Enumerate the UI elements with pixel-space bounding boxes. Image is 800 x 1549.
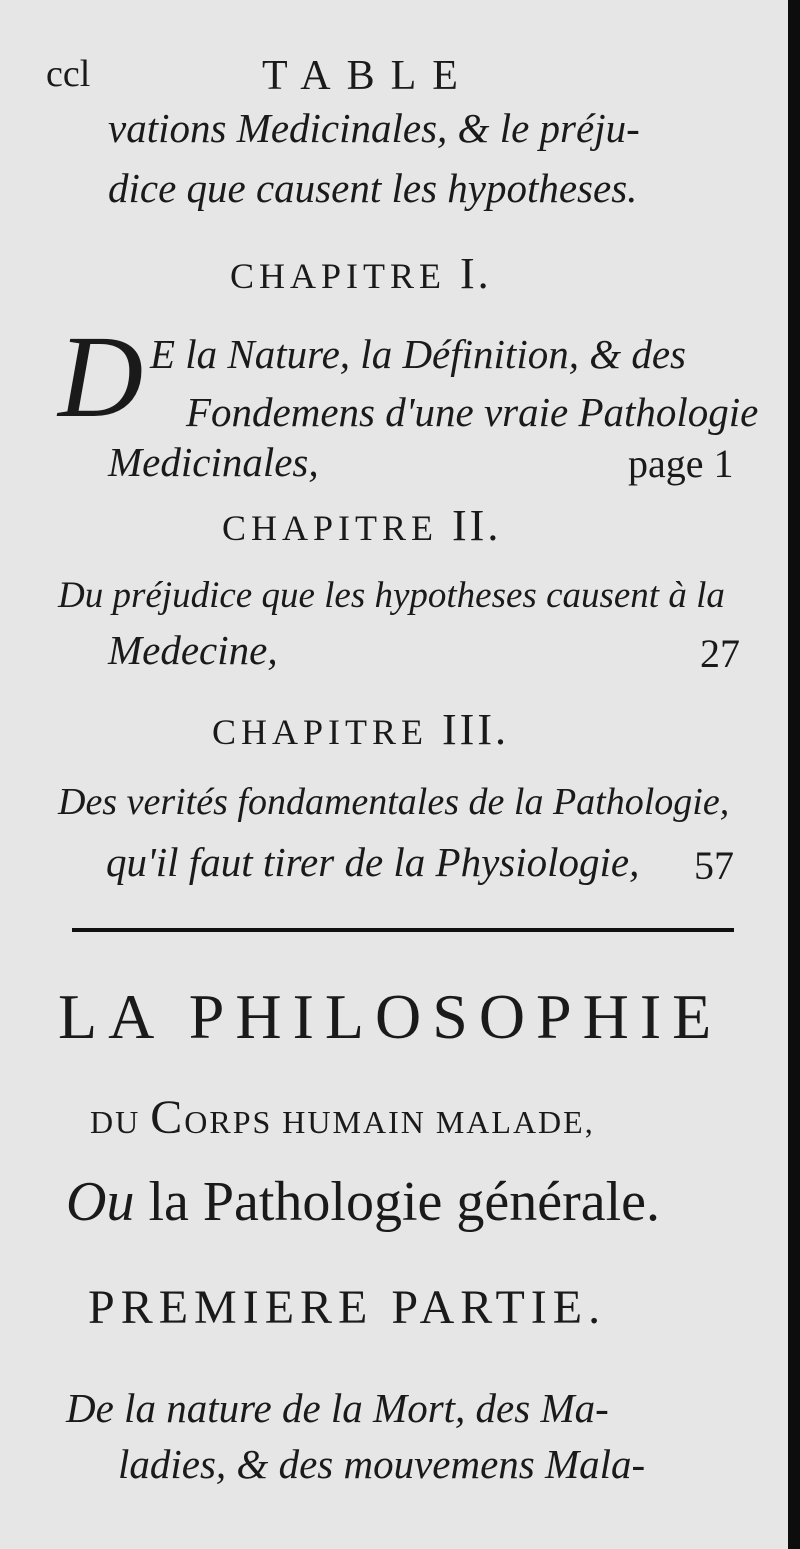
chapter-title-line: E la Nature, la Définition, & des (150, 331, 687, 377)
closing-line: ladies, & des mouvemens Mala- (118, 1441, 646, 1487)
chapter-numeral: III. (442, 705, 509, 754)
page-number: ccl (46, 53, 91, 95)
chapter-heading (222, 500, 501, 551)
alternate-title (66, 1170, 660, 1234)
chapter-title-line: Des verités fondamentales de la Pathologie, (58, 781, 730, 823)
chapter-title-line: qu'il faut tirer de la Physiologie, (106, 839, 640, 885)
chapter-page-ref: 27 (700, 631, 740, 676)
chapter-word: CHAPITRE (230, 256, 447, 296)
chapter-page-ref: page 1 (628, 441, 734, 486)
running-head: TABLE (262, 53, 474, 99)
chapter-numeral: I. (460, 249, 492, 298)
chapter-word: CHAPITRE (222, 508, 439, 548)
closing-line: De la nature de la Mort, des Ma- (66, 1385, 609, 1431)
subtitle-capital: C (150, 1091, 185, 1144)
section-title: LA PHILOSOPHIE (58, 981, 723, 1052)
chapter-title-line: Medecine, (108, 627, 278, 673)
chapter-numeral: II. (452, 501, 502, 550)
chapter-page-ref: 57 (694, 843, 734, 888)
intro-line: vations Medicinales, & le préju- (108, 105, 640, 151)
section-rule (72, 928, 734, 932)
intro-line: dice que causent les hypotheses. (108, 165, 638, 211)
chapter-title-line: Du préjudice que les hypotheses causent à la (58, 575, 725, 616)
chapter-heading (230, 248, 492, 299)
chapter-title-line: Fondemens d'une vraie Pathologie (186, 389, 759, 435)
alternate-title-rest: la Pathologie générale. (148, 1171, 661, 1233)
part-title: PREMIERE PARTIE. (88, 1281, 607, 1334)
chapter-word: CHAPITRE (212, 712, 429, 752)
section-subtitle (90, 1090, 595, 1145)
drop-cap: D (58, 311, 144, 442)
chapter-heading (212, 704, 509, 755)
subtitle-rest: ORPS HUMAIN MALADE, (184, 1104, 595, 1140)
subtitle-prefix: DU (90, 1104, 141, 1140)
page-edge-shadow (788, 0, 800, 1549)
chapter-title-line: Medicinales, (108, 439, 319, 485)
alternate-title-ou: Ou (66, 1171, 135, 1233)
